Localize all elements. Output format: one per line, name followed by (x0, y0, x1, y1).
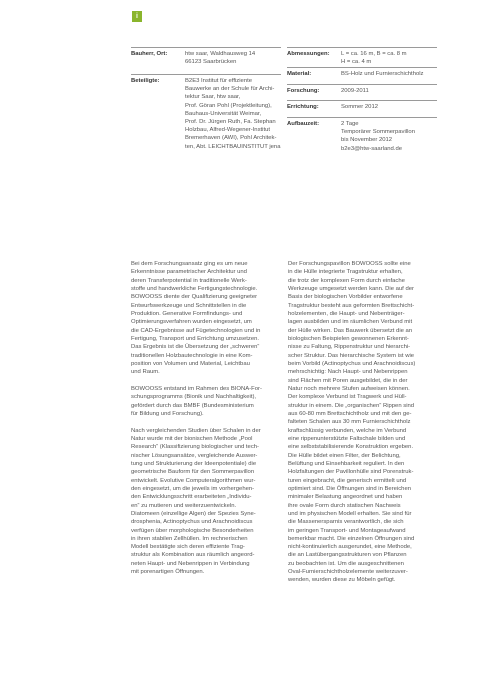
info-label: Beteiligte: (131, 78, 160, 84)
info-row-beteiligte (131, 77, 280, 151)
info-line: Bauhaus-Universität Weimar, (185, 110, 262, 117)
info-line: Bremerhaven (AWI), Pohl Architek- (185, 135, 277, 142)
info-row-errichtung (287, 103, 378, 111)
text-line: Der komplexe Verbund ist Tragwerk und Hüll- (288, 394, 407, 401)
divider (287, 67, 437, 68)
text-line: neten Haupt- und Nebenrippen in Verbindung (131, 560, 250, 567)
info-value (341, 70, 424, 78)
text-line: Die Hülle bildet einen Filter, der Belichtung, (288, 452, 401, 459)
text-line: lagen ausbilden und im räumlichen Verbund mit (288, 319, 413, 326)
text-line: biologischen Beispielen gewonnenen Erkennt- (288, 335, 409, 342)
text-line: Bei dem Forschungsansatz ging es um neue (131, 261, 248, 267)
divider (287, 117, 437, 118)
text-line: Tragstruktur besteht aus geformten Brettschicht- (288, 302, 415, 309)
text-line: Holzfaltungen der Pavillonhülle sind Porenstruk- (288, 469, 414, 476)
text-line: nicht-kontinuierlich ausgerundet, eine Methode, (288, 544, 412, 551)
info-line: Sommer 2012 (341, 104, 378, 110)
info-row-material (287, 70, 424, 78)
text-line: verfügen über morphologische Besonderheiten (131, 527, 254, 534)
info-label: Abmessungen: (287, 51, 330, 57)
text-line: mit porenartigen Öffnungen. (131, 569, 205, 576)
info-line: ten, Abt. LEICHTBAUINSTITUT jena (185, 143, 281, 150)
text-line: deren Transferpotential in traditionelle Werk- (131, 277, 247, 284)
text-line: in die Hülle integrierte Tragstruktur erhalten, (288, 269, 403, 276)
text-line: die Massenersparnis verantwortlich, die sich (288, 519, 404, 526)
paragraph (131, 427, 279, 577)
text-line: turen eingebracht, die generisch ermittelt und (288, 477, 407, 484)
text-line: traditionellen Holzbautechnologie in eine Kom- (131, 352, 253, 359)
text-line: in ihren stabilen Zellhüllen. Im rechnerischen (131, 535, 248, 542)
info-row-aufbauzeit (287, 120, 415, 153)
text-line: den Entwicklungsschritt erarbeiteten „Individu- (131, 494, 252, 501)
info-line: 2 Tage (341, 121, 359, 127)
text-line: minimaler Belastung angeordnet und haben (288, 494, 403, 501)
info-value (341, 120, 415, 153)
text-line: scher Struktur. Das hierarchische System ist wie (288, 352, 415, 359)
text-line: struktur in einem. Die „organischen“ Rippen sind (288, 402, 415, 409)
text-line: schungsprogramms (Bionik und Nachhaltigkeit), (131, 394, 257, 401)
info-line: Prof. Dr. Jürgen Ruth, Fa. Stephan (185, 119, 276, 126)
text-line: stoffe und handwerkliche Fertigungstechnologie. (131, 285, 258, 292)
paragraph (288, 260, 436, 585)
text-line: die CAD-Ergebnisse auf Fügetechnologien und in (131, 327, 261, 334)
text-line: Modell bestätigte sich deren effiziente Trag- (131, 544, 245, 551)
info-value (185, 50, 255, 66)
text-line: eine selbststabilisierende Konstruktion ergeben. (288, 444, 414, 451)
info-value (341, 50, 407, 66)
text-line: geometrische Bauform für den Sommerpavillon (131, 469, 255, 476)
info-line: Bauwerke an der Schule für Archi- (185, 86, 275, 93)
info-label: Aufbauzeit: (287, 121, 320, 127)
text-line: Research“ (Klassifizierung biologischer und tech- (131, 444, 260, 451)
text-line: eine rippenunterstützte Faltschale bilden und (288, 435, 406, 442)
info-line: Holzbau, Alfred-Wegener-Institut (185, 127, 271, 134)
body-column-left (131, 260, 279, 585)
text-line: BOWOOSS entstand im Rahmen des BIONA-For- (131, 385, 262, 392)
text-line: ihre ovale Form durch statischen Nachweis (288, 502, 401, 509)
text-line: den eingesetzt, um die jeweils im vorhergehen- (131, 485, 255, 492)
info-row-abmessungen (287, 50, 407, 66)
text-line: Nach vergleichenden Studien über Schalen in der (131, 427, 261, 434)
text-line: Das Ergebnis ist die Übersetzung der „schweren“ (131, 344, 260, 351)
text-line: Werkzeuge umgesetzt werden kann. Die auf der (288, 285, 414, 292)
text-line: zu beobachten ist. Um die ausgeschnittenen (288, 560, 404, 567)
text-line: Entwurfswerkzeuge und Schnittstellen in die (131, 302, 247, 309)
info-line: Prof. Göran Pohl (Projektleitung), (185, 102, 272, 109)
info-line: Temporärer Sommerpavillon (341, 129, 415, 136)
text-line: kraftschlüssig verbunden, welche im Verbund (288, 427, 407, 434)
divider (287, 84, 437, 85)
text-line: für Bildung und Forschung). (131, 410, 204, 417)
text-line: bemerkbar macht. Die einzelnen Öffnungen sind (288, 535, 415, 542)
divider (287, 100, 437, 101)
info-line: 2009-2011 (341, 88, 369, 94)
text-line: beim Vorbild (Actinoptychus und Arachnoidiscus) (288, 360, 416, 367)
text-line: Produktion. Generative Formfindungs- und (131, 310, 243, 317)
divider (131, 74, 281, 75)
text-line: sind Flächen mit Poren ausgebildet, die in der (288, 377, 408, 384)
text-line: nisse zu Faltung, Rippenstruktur und hierarchi- (288, 344, 411, 351)
text-line: und im physischen Modell erhalten. Sie sind für (288, 510, 412, 517)
text-line: mehrschichtig: Nach Haupt- und Nebenrippen (288, 369, 408, 376)
info-value (341, 103, 378, 111)
text-line: Optimierungsverfahren wurden eingesetzt, um (131, 319, 252, 326)
info-line: b2e3@htw-saarland.de (341, 145, 402, 152)
text-line: optimiert sind. Die Öffnungen sind in Bereichen (288, 485, 412, 492)
text-line: en“ zu mutieren und weiterzuentwickeln. (131, 502, 237, 509)
info-label: Errichtung: (287, 104, 319, 110)
text-line: position von Volumen und Material, Leichtbau (131, 360, 250, 367)
text-line: falteten Schalen aus 30 mm Furnierschichtholz (288, 419, 411, 426)
info-line: bis November 2012 (341, 137, 393, 144)
info-label: Bauherr, Ort: (131, 51, 168, 57)
info-row-forschung (287, 87, 369, 95)
text-line: Belüftung und Einsehbarkeit reguliert. In den (288, 460, 405, 467)
text-line: BOWOOSS diente der Qualifizierung geeigneter (131, 294, 258, 301)
text-line: Natur noch mehrere Stufen aufweisen können. (288, 385, 410, 392)
text-line: Oval-Furnierschichtholzelemente weiterzuver- (288, 569, 408, 576)
text-line: Der Forschungspavillon BOWOOSS sollte eine (288, 261, 411, 267)
info-line: L = ca. 16 m, B = ca. 8 m (341, 51, 407, 57)
text-line: holzelementen, die Haupt- und Nebenträger- (288, 310, 405, 317)
text-line: im geringen Transport- und Montageaufwand (288, 527, 406, 534)
text-line: Fertigung, Transport und Errichtung umzusetzen. (131, 335, 260, 342)
text-line: Erkenntnisse parametrischer Architektur und (131, 269, 247, 276)
info-value (341, 87, 369, 95)
divider (287, 47, 437, 48)
text-line: Natur wurde mit der bionischen Methode „Pool (131, 435, 253, 442)
info-line: H = ca. 4 m (341, 59, 372, 66)
text-line: entwickelt. Evolutive Computeralgorithmen wur- (131, 477, 256, 484)
info-value (185, 77, 280, 151)
info-line: tektur Saar, htw saar, (185, 94, 241, 101)
info-label: Forschung: (287, 88, 320, 94)
text-line: die trotz der komplexen Form durch einfache (288, 277, 405, 284)
info-label: Material: (287, 71, 312, 77)
text-line: tung und Strukturierung der Ideenpotentiale) die (131, 460, 257, 467)
info-line: B2E3 Institut für effiziente (185, 78, 253, 84)
info-line: htw saar, Waldhausweg 14 (185, 51, 256, 57)
text-line: drosphenia, Actinoptychus und Arachnoidiscus (131, 519, 253, 526)
text-line: struktur als Kombination aus räumlich angeord- (131, 552, 255, 559)
text-line: wenden, wurden diese zu Möbeln gefügt. (288, 577, 396, 584)
section-marker: i (132, 11, 142, 22)
text-line: aus 60-80 mm Brettschichtholz und mit den ge- (288, 410, 412, 417)
info-line: BS-Holz und Furnierschichtholz (341, 71, 424, 77)
text-line: der Hülle wirken. Das Bauwerk übersetzt die an (288, 327, 413, 334)
body-column-right (288, 260, 436, 593)
text-line: und Raum. (131, 369, 160, 376)
text-line: nischer Lösungsansätze, vergleichende Auswer- (131, 452, 258, 459)
paragraph (131, 385, 279, 418)
info-line: 66123 Saarbrücken (185, 59, 237, 66)
text-line: Diatomeen (einzellige Algen) der Spezies Syne- (131, 510, 256, 517)
info-row-bauherr (131, 50, 255, 66)
text-line: gefördert durch das BMBF (Bundesministerium (131, 402, 254, 409)
divider (131, 47, 281, 48)
paragraph (131, 260, 279, 377)
text-line: die an Lastübergangsstrukturen von Pflanzen (288, 552, 407, 559)
text-line: Basis der biologischen Vorbilder entworfene (288, 294, 403, 301)
